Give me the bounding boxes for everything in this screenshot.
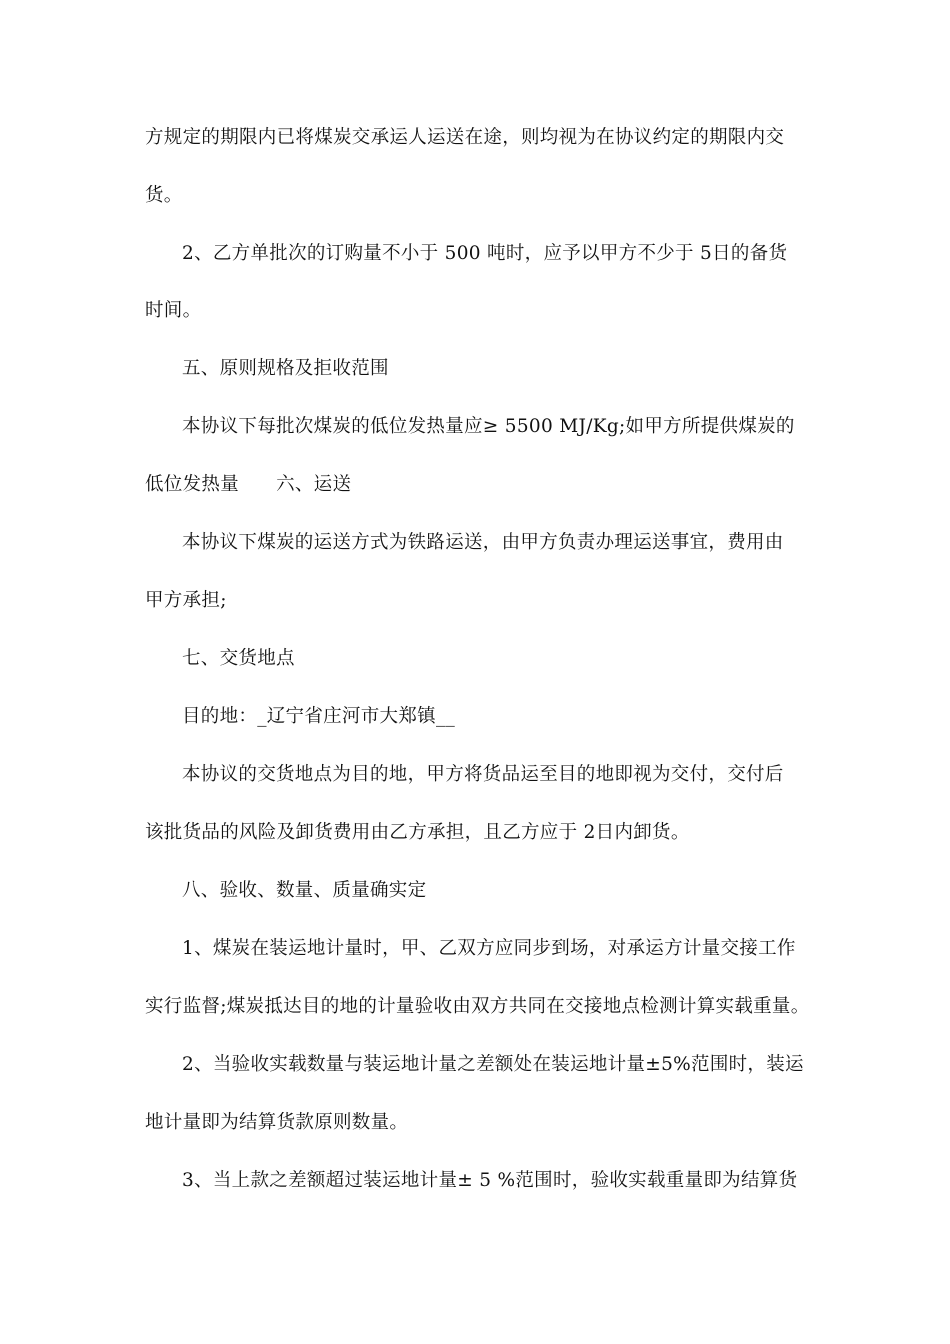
text-line-15: 1、煤炭在装运地计量时，甲、乙双方应同步到场，对承运方计量交接工作	[182, 938, 796, 959]
text-line-16: 实行监督;煤炭抵达目的地的计量验收由双方共同在交接地点检测计算实载重量。	[145, 996, 810, 1017]
text-line-destination: 目的地：_辽宁省庄河市大郑镇__	[182, 706, 456, 727]
text-line-6: 本协议下每批次煤炭的低位发热量应≥ 5500 MJ/Kg;如甲方所提供煤炭的	[182, 416, 795, 437]
text-line-8: 本协议下煤炭的运送方式为铁路运送，由甲方负责办理运送事宜，费用由	[182, 532, 784, 553]
text-line-18: 地计量即为结算货款原则数量。	[145, 1112, 409, 1133]
text-line-2: 货。	[145, 185, 183, 206]
section-heading-8: 八、验收、数量、质量确实定	[182, 880, 427, 901]
text-line-1: 方规定的期限内已将煤炭交承运人运送在途，则均视为在协议约定的期限内交	[145, 127, 785, 148]
text-line-12: 本协议的交货地点为目的地，甲方将货品运至目的地即视为交付，交付后	[182, 764, 784, 785]
text-line-13: 该批货品的风险及卸货费用由乙方承担，且乙方应于 2日内卸货。	[145, 822, 690, 843]
section-heading-5: 五、原则规格及拒收范围	[182, 358, 389, 379]
text-line-17: 2、当验收实载数量与装运地计量之差额处在装运地计量±5%范围时，装运	[182, 1054, 804, 1075]
text-line-9: 甲方承担;	[145, 590, 227, 611]
section-heading-7: 七、交货地点	[182, 648, 295, 669]
text-line-19: 3、当上款之差额超过装运地计量± 5 %范围时，验收实载重量即为结算货	[182, 1170, 798, 1191]
text-line-3: 2、乙方单批次的订购量不小于 500 吨时，应予以甲方不少于 5日的备货	[182, 243, 788, 264]
text-line-7: 低位发热量 六、运送	[145, 474, 352, 495]
text-line-4: 时间。	[145, 300, 202, 321]
